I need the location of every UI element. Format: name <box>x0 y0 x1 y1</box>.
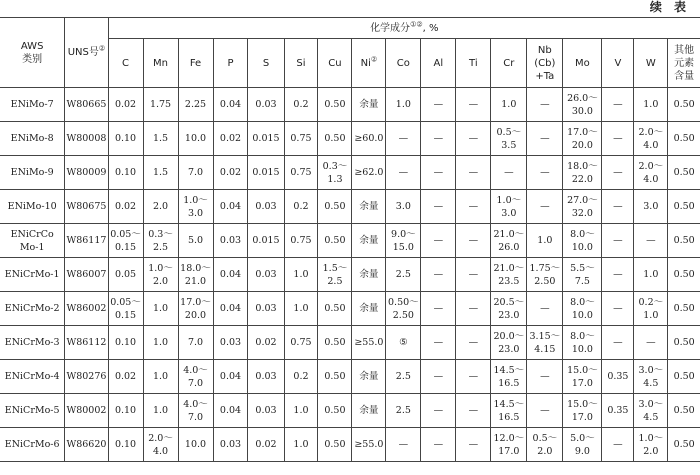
cell-uns: W86117 <box>65 224 108 258</box>
cell-cu: 1.5～ 2.5 <box>318 258 352 292</box>
cell-other: 0.50 <box>668 122 700 156</box>
header-p: P <box>213 39 248 88</box>
cell-mn: 1.75 <box>143 88 178 122</box>
cell-mo: 18.0～ 22.0 <box>563 156 602 190</box>
cell-mo: 17.0～ 20.0 <box>563 122 602 156</box>
table-row <box>0 292 700 326</box>
cell-mo: 8.0～ 10.0 <box>563 292 602 326</box>
table-row <box>0 428 700 462</box>
cell-co: — <box>386 122 421 156</box>
cell-mo: 8.0～ 10.0 <box>563 326 602 360</box>
cell-al: — <box>421 428 456 462</box>
cell-w: 1.0 <box>634 88 668 122</box>
cell-uns: W86007 <box>65 258 108 292</box>
cell-ti: — <box>456 156 491 190</box>
cell-fe: 17.0～ 20.0 <box>178 292 213 326</box>
header-al: Al <box>421 39 456 88</box>
cell-p: 0.02 <box>213 156 248 190</box>
footnote-mark: ①② <box>410 20 423 29</box>
cell-mn: 1.0～ 2.0 <box>143 258 178 292</box>
cell-other: 0.50 <box>668 156 700 190</box>
cell-w: 3.0～ 4.5 <box>634 360 668 394</box>
table-row <box>0 122 700 156</box>
cell-ti: — <box>456 326 491 360</box>
cell-uns: W80008 <box>65 122 108 156</box>
cell-co: 2.5 <box>386 258 421 292</box>
cell-ni: 余量 <box>352 224 386 258</box>
cell-fe: 10.0 <box>178 428 213 462</box>
cell-p: 0.04 <box>213 258 248 292</box>
cell-al: — <box>421 88 456 122</box>
table-row <box>0 190 700 224</box>
footnote-mark: ② <box>370 55 378 64</box>
header-uns-number: UNS号② <box>65 18 108 88</box>
cell-aws: ENiCrMo-1 <box>0 258 65 292</box>
header-mo: Mo <box>563 39 602 88</box>
cell-cr: 1.0 <box>491 88 527 122</box>
table-row <box>0 88 700 122</box>
cell-uns: W80276 <box>65 360 108 394</box>
cell-c: 0.10 <box>108 122 143 156</box>
cell-ni: ≥55.0 <box>352 428 386 462</box>
cell-s: 0.03 <box>248 88 284 122</box>
cell-c: 0.10 <box>108 428 143 462</box>
cell-ti: — <box>456 360 491 394</box>
cell-s: 0.015 <box>248 156 284 190</box>
cell-fe: 7.0 <box>178 156 213 190</box>
header-other-elements: 其他 元素 含量 <box>668 39 700 88</box>
cell-v: — <box>602 326 634 360</box>
cell-v: — <box>602 88 634 122</box>
cell-fe: 18.0～ 21.0 <box>178 258 213 292</box>
cell-ni: 余量 <box>352 190 386 224</box>
table-row <box>0 258 700 292</box>
cell-nb: 1.75～ 2.50 <box>527 258 563 292</box>
continued-label: 续 表 <box>649 0 690 14</box>
cell-mn: 1.5 <box>143 156 178 190</box>
cell-nb: — <box>527 360 563 394</box>
cell-fe: 4.0～ 7.0 <box>178 394 213 428</box>
cell-uns: W80665 <box>65 88 108 122</box>
cell-v: — <box>602 224 634 258</box>
cell-nb: — <box>527 394 563 428</box>
cell-v: 0.35 <box>602 360 634 394</box>
cell-si: 1.0 <box>284 292 318 326</box>
cell-si: 0.75 <box>284 156 318 190</box>
cell-s: 0.02 <box>248 428 284 462</box>
cell-ti: — <box>456 190 491 224</box>
cell-aws: ENiMo-8 <box>0 122 65 156</box>
cell-aws: ENiCrMo-3 <box>0 326 65 360</box>
cell-cu: 0.50 <box>318 88 352 122</box>
cell-aws: ENiCrMo-4 <box>0 360 65 394</box>
cell-al: — <box>421 156 456 190</box>
cell-co: — <box>386 428 421 462</box>
cell-fe: 5.0 <box>178 224 213 258</box>
cell-other: 0.50 <box>668 292 700 326</box>
cell-ti: — <box>456 224 491 258</box>
cell-mn: 2.0 <box>143 190 178 224</box>
cell-ti: — <box>456 88 491 122</box>
header-nb-cb-ta: Nb (Cb) +Ta <box>527 39 563 88</box>
cell-al: — <box>421 360 456 394</box>
cell-other: 0.50 <box>668 326 700 360</box>
cell-cr: 20.5～ 23.0 <box>491 292 527 326</box>
cell-si: 0.2 <box>284 360 318 394</box>
cell-mn: 1.0 <box>143 394 178 428</box>
cell-s: 0.015 <box>248 224 284 258</box>
table-row <box>0 156 700 190</box>
header-chemical-composition: 化学成分①②, % <box>108 18 700 39</box>
cell-nb: 1.0 <box>527 224 563 258</box>
cell-mo: 8.0～ 10.0 <box>563 224 602 258</box>
cell-p: 0.04 <box>213 394 248 428</box>
cell-v: 0.35 <box>602 394 634 428</box>
chemical-composition-table <box>0 17 700 462</box>
cell-ni: ≥62.0 <box>352 156 386 190</box>
cell-s: 0.03 <box>248 190 284 224</box>
cell-ti: — <box>456 122 491 156</box>
header-aws-class: AWS 类别 <box>0 18 65 88</box>
cell-s: 0.03 <box>248 394 284 428</box>
header-fe: Fe <box>178 39 213 88</box>
cell-uns: W80675 <box>65 190 108 224</box>
cell-cr: 12.0～ 17.0 <box>491 428 527 462</box>
cell-mo: 5.5～ 7.5 <box>563 258 602 292</box>
cell-mo: 26.0～ 30.0 <box>563 88 602 122</box>
cell-other: 0.50 <box>668 428 700 462</box>
cell-mo: 15.0～ 17.0 <box>563 394 602 428</box>
cell-ti: — <box>456 292 491 326</box>
cell-p: 0.04 <box>213 292 248 326</box>
cell-cu: 0.50 <box>318 292 352 326</box>
cell-s: 0.02 <box>248 326 284 360</box>
cell-mn: 1.5 <box>143 122 178 156</box>
cell-cr: 21.0～ 26.0 <box>491 224 527 258</box>
cell-p: 0.04 <box>213 190 248 224</box>
cell-other: 0.50 <box>668 88 700 122</box>
cell-w: 0.2～ 1.0 <box>634 292 668 326</box>
cell-c: 0.05～ 0.15 <box>108 224 143 258</box>
cell-si: 0.2 <box>284 88 318 122</box>
header-s: S <box>248 39 284 88</box>
cell-uns: W80002 <box>65 394 108 428</box>
cell-al: — <box>421 292 456 326</box>
cell-aws: ENiCrCo Mo-1 <box>0 224 65 258</box>
cell-c: 0.02 <box>108 190 143 224</box>
header-co: Co <box>386 39 421 88</box>
cell-other: 0.50 <box>668 258 700 292</box>
header-v: V <box>602 39 634 88</box>
cell-c: 0.05 <box>108 258 143 292</box>
cell-aws: ENiCrMo-2 <box>0 292 65 326</box>
cell-v: — <box>602 156 634 190</box>
cell-si: 0.75 <box>284 224 318 258</box>
cell-c: 0.10 <box>108 326 143 360</box>
cell-fe: 7.0 <box>178 326 213 360</box>
cell-ni: 余量 <box>352 360 386 394</box>
cell-cu: 0.50 <box>318 360 352 394</box>
cell-fe: 2.25 <box>178 88 213 122</box>
cell-uns: W86620 <box>65 428 108 462</box>
cell-w: 3.0～ 4.5 <box>634 394 668 428</box>
header-c: C <box>108 39 143 88</box>
header-ti: Ti <box>456 39 491 88</box>
cell-cu: 0.50 <box>318 122 352 156</box>
cell-fe: 4.0～ 7.0 <box>178 360 213 394</box>
cell-aws: ENiCrMo-6 <box>0 428 65 462</box>
cell-c: 0.10 <box>108 156 143 190</box>
cell-al: — <box>421 394 456 428</box>
cell-ni: ≥60.0 <box>352 122 386 156</box>
cell-v: — <box>602 258 634 292</box>
cell-w: 2.0～ 4.0 <box>634 122 668 156</box>
cell-co: — <box>386 156 421 190</box>
table-row <box>0 224 700 258</box>
table-body <box>0 88 700 462</box>
cell-mo: 27.0～ 32.0 <box>563 190 602 224</box>
cell-fe: 1.0～ 3.0 <box>178 190 213 224</box>
cell-co: 2.5 <box>386 394 421 428</box>
cell-cr: 14.5～ 16.5 <box>491 360 527 394</box>
cell-w: 3.0 <box>634 190 668 224</box>
header-si: Si <box>284 39 318 88</box>
cell-c: 0.02 <box>108 88 143 122</box>
cell-cu: 0.50 <box>318 428 352 462</box>
cell-cr: 14.5～ 16.5 <box>491 394 527 428</box>
cell-cr: 1.0～ 3.0 <box>491 190 527 224</box>
header-ni: Ni② <box>352 39 386 88</box>
cell-p: 0.02 <box>213 122 248 156</box>
cell-al: — <box>421 122 456 156</box>
cell-aws: ENiMo-7 <box>0 88 65 122</box>
cell-uns: W86112 <box>65 326 108 360</box>
cell-mn: 1.0 <box>143 292 178 326</box>
cell-co: ⑤ <box>386 326 421 360</box>
cell-co: 3.0 <box>386 190 421 224</box>
cell-c: 0.05～ 0.15 <box>108 292 143 326</box>
cell-uns: W86002 <box>65 292 108 326</box>
cell-si: 1.0 <box>284 394 318 428</box>
cell-p: 0.04 <box>213 360 248 394</box>
cell-cu: 0.50 <box>318 224 352 258</box>
table-row <box>0 326 700 360</box>
cell-w: 1.0～ 2.0 <box>634 428 668 462</box>
cell-p: 0.03 <box>213 224 248 258</box>
cell-other: 0.50 <box>668 360 700 394</box>
cell-cr: 20.0～ 23.0 <box>491 326 527 360</box>
cell-ni: 余量 <box>352 258 386 292</box>
cell-si: 1.0 <box>284 428 318 462</box>
cell-cr: — <box>491 156 527 190</box>
cell-fe: 10.0 <box>178 122 213 156</box>
table-row <box>0 360 700 394</box>
cell-cr: 0.5～ 3.5 <box>491 122 527 156</box>
cell-nb: — <box>527 122 563 156</box>
cell-cu: 0.50 <box>318 190 352 224</box>
cell-v: — <box>602 122 634 156</box>
table-header <box>0 18 700 88</box>
cell-other: 0.50 <box>668 224 700 258</box>
cell-cu: 0.50 <box>318 326 352 360</box>
cell-mo: 15.0～ 17.0 <box>563 360 602 394</box>
cell-v: — <box>602 428 634 462</box>
cell-al: — <box>421 326 456 360</box>
cell-v: — <box>602 292 634 326</box>
cell-ni: 余量 <box>352 394 386 428</box>
cell-c: 0.10 <box>108 394 143 428</box>
cell-s: 0.03 <box>248 292 284 326</box>
cell-si: 0.75 <box>284 122 318 156</box>
cell-w: 1.0 <box>634 258 668 292</box>
header-cu: Cu <box>318 39 352 88</box>
cell-ni: ≥55.0 <box>352 326 386 360</box>
cell-p: 0.03 <box>213 326 248 360</box>
cell-co: 2.5 <box>386 360 421 394</box>
cell-v: — <box>602 190 634 224</box>
cell-p: 0.03 <box>213 428 248 462</box>
cell-ti: — <box>456 394 491 428</box>
cell-si: 0.75 <box>284 326 318 360</box>
cell-co: 9.0～ 15.0 <box>386 224 421 258</box>
cell-ni: 余量 <box>352 292 386 326</box>
cell-uns: W80009 <box>65 156 108 190</box>
cell-al: — <box>421 190 456 224</box>
cell-nb: 3.15～ 4.15 <box>527 326 563 360</box>
cell-mn: 1.0 <box>143 326 178 360</box>
header-mn: Mn <box>143 39 178 88</box>
cell-aws: ENiMo-10 <box>0 190 65 224</box>
cell-nb: — <box>527 292 563 326</box>
cell-s: 0.03 <box>248 360 284 394</box>
cell-w: 2.0～ 4.0 <box>634 156 668 190</box>
cell-aws: ENiCrMo-5 <box>0 394 65 428</box>
cell-aws: ENiMo-9 <box>0 156 65 190</box>
cell-c: 0.02 <box>108 360 143 394</box>
cell-nb: — <box>527 190 563 224</box>
cell-cr: 21.0～ 23.5 <box>491 258 527 292</box>
cell-nb: 0.5～ 2.0 <box>527 428 563 462</box>
cell-si: 1.0 <box>284 258 318 292</box>
cell-ti: — <box>456 428 491 462</box>
header-w: W <box>634 39 668 88</box>
table-row <box>0 394 700 428</box>
cell-nb: — <box>527 88 563 122</box>
cell-mn: 0.3～ 2.5 <box>143 224 178 258</box>
cell-other: 0.50 <box>668 394 700 428</box>
cell-mn: 1.0 <box>143 360 178 394</box>
cell-cu: 0.3～ 1.3 <box>318 156 352 190</box>
cell-si: 0.2 <box>284 190 318 224</box>
cell-w: — <box>634 224 668 258</box>
cell-s: 0.015 <box>248 122 284 156</box>
cell-co: 1.0 <box>386 88 421 122</box>
header-cr: Cr <box>491 39 527 88</box>
cell-mo: 5.0～ 9.0 <box>563 428 602 462</box>
cell-p: 0.04 <box>213 88 248 122</box>
cell-other: 0.50 <box>668 190 700 224</box>
cell-ti: — <box>456 258 491 292</box>
cell-al: — <box>421 224 456 258</box>
cell-s: 0.03 <box>248 258 284 292</box>
cell-nb: — <box>527 156 563 190</box>
cell-mn: 2.0～ 4.0 <box>143 428 178 462</box>
cell-w: — <box>634 326 668 360</box>
cell-ni: 余量 <box>352 88 386 122</box>
cell-cu: 0.50 <box>318 394 352 428</box>
cell-co: 0.50～ 2.50 <box>386 292 421 326</box>
footnote-mark: ② <box>98 44 106 53</box>
cell-al: — <box>421 258 456 292</box>
